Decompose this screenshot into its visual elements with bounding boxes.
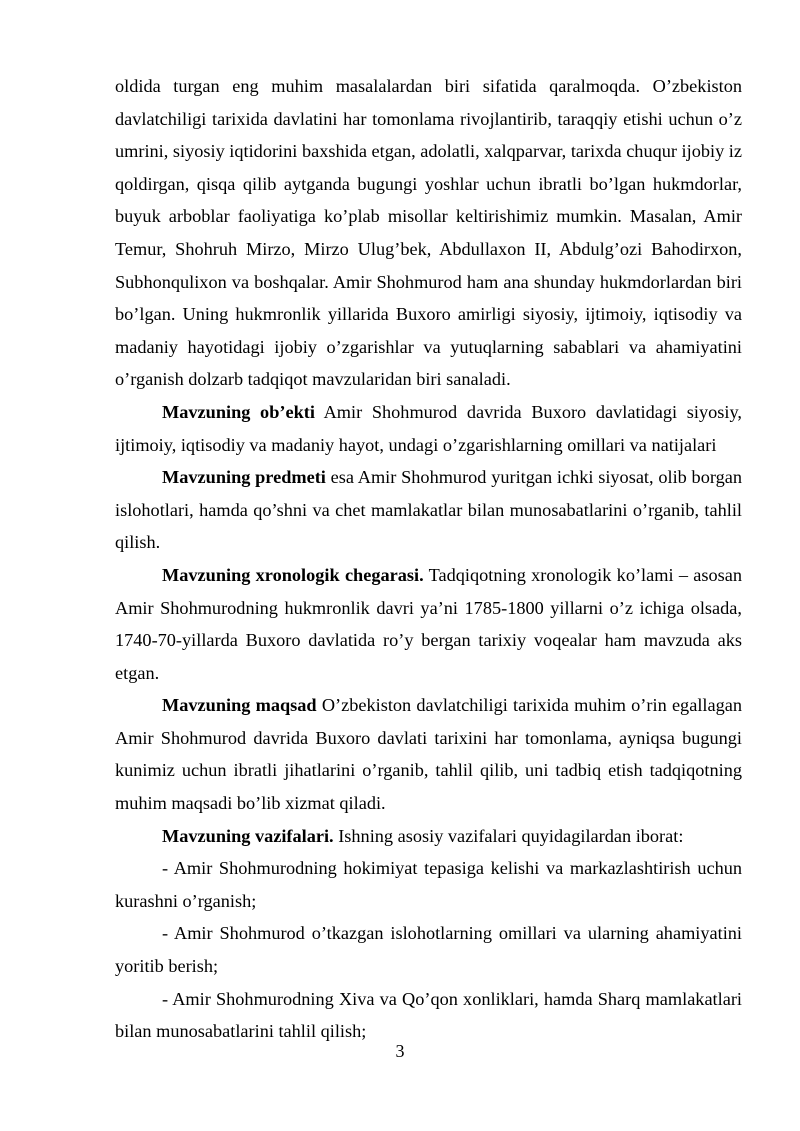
paragraph-lead: Mavzuning xronologik chegarasi. [162,564,424,585]
paragraph-lead: Mavzuning predmeti [162,467,326,488]
task-text: - Amir Shohmurodning hokimiyat tepasiga kelishi va markazlashtirish uchun kurashni o’rganish; [115,858,742,911]
task-item [115,917,742,982]
task-text: - Amir Shohmurod o’tkazgan islohotlarning omillari va ularning ahamiyatini yoritib berish; [115,923,742,977]
paragraph-subject [115,461,742,559]
paragraph-goal [115,689,742,819]
paragraph-tasks [115,820,742,853]
paragraph-text: Amir Shohmurod davrida Buxoro davlatidagi siyosiy, ijtimoiy, iqtisodiy va madaniy hayot, undagi o’zgarishlarning omillari va natijalari [115,401,742,455]
paragraph-text: O’zbekiston davlatchiligi tarixida muhim o’rin egallagan Amir Shohmurod davrida Buxoro davlati tarixini har tomonlama, ayniqsa bugungi kunimiz uchun ibratli jihatlarini o’rganib, tahlil qilib, uni tadbiq etish tadqiqotning muhim maqsadi bo’lib xizmat qiladi. [115,695,742,814]
paragraph-lead: Mavzuning vazifalari. [162,825,334,846]
paragraph-lead: Mavzuning ob’ekti [162,401,315,422]
paragraph-text: esa Amir Shohmurod yuritgan ichki siyosat, olib borgan islohotlari, hamda qo’shni va chet mamlakatlar bilan munosabatlarini o’rganib, tahlil qilish. [115,467,742,553]
paragraph-text: Tadqiqotning xronologik ko’lami – asosan Amir Shohmurodning hukmronlik davri ya’ni 1785-1800 yillarni o’z ichiga olsada, 1740-70-yillarda Buxoro davlatida ro’y bergan tarixiy voqealar ham mavzuda aks etgan. [115,564,743,683]
document-body [115,70,742,1048]
paragraph-lead: Mavzuning maqsad [162,695,317,716]
task-item [115,983,742,1048]
paragraph-text: oldida turgan eng muhim masalalardan biri sifatida qaralmoqda. O’zbekiston davlatchiligi tarixida davlatini har tomonlama rivojlantirib, taraqqiy etishi uchun o’z umrini, siyosiy iqtidorini baxshida etgan, adolatli, xalqparvar, tarixda chuqur ijobiy iz qoldirgan, qisqa qilib aytganda bugungi yoshlar uchun ibratli bo’lgan hukmdorlar, buyuk arboblar faoliyatiga ko’plab misollar keltirishimiz mumkin. Masalan, Amir Temur, Shohruh Mirzo, Mirzo Ulug’bek, Abdullaxon II, Abdulg’ozi Bahodirxon, Subhonqulixon va boshqalar. Amir Shohmurod ham ana shunday hukmdorlardan biri bo’lgan. Uning hukmronlik yillarida Buxoro amirligi siyosiy, ijtimoiy, iqtisodiy va madaniy hayotidagi ijobiy o’zgarishlar va yutuqlarning sabablari va ahamiyatini o’rganish dolzarb tadqiqot mavzularidan biri sanaladi. [115,76,742,390]
paragraph-text: Ishning asosiy vazifalari quyidagilardan iborat: [333,825,684,846]
task-text: - Amir Shohmurodning Xiva va Qo’qon xonliklari, hamda Sharq mamlakatlari bilan munosabatlarini tahlil qilish; [115,988,742,1042]
paragraph-intro-continuation [115,70,742,396]
page-number: 3 [395,1041,405,1061]
paragraph-object [115,396,742,461]
paragraph-chronology [115,559,742,689]
task-item [115,852,742,917]
